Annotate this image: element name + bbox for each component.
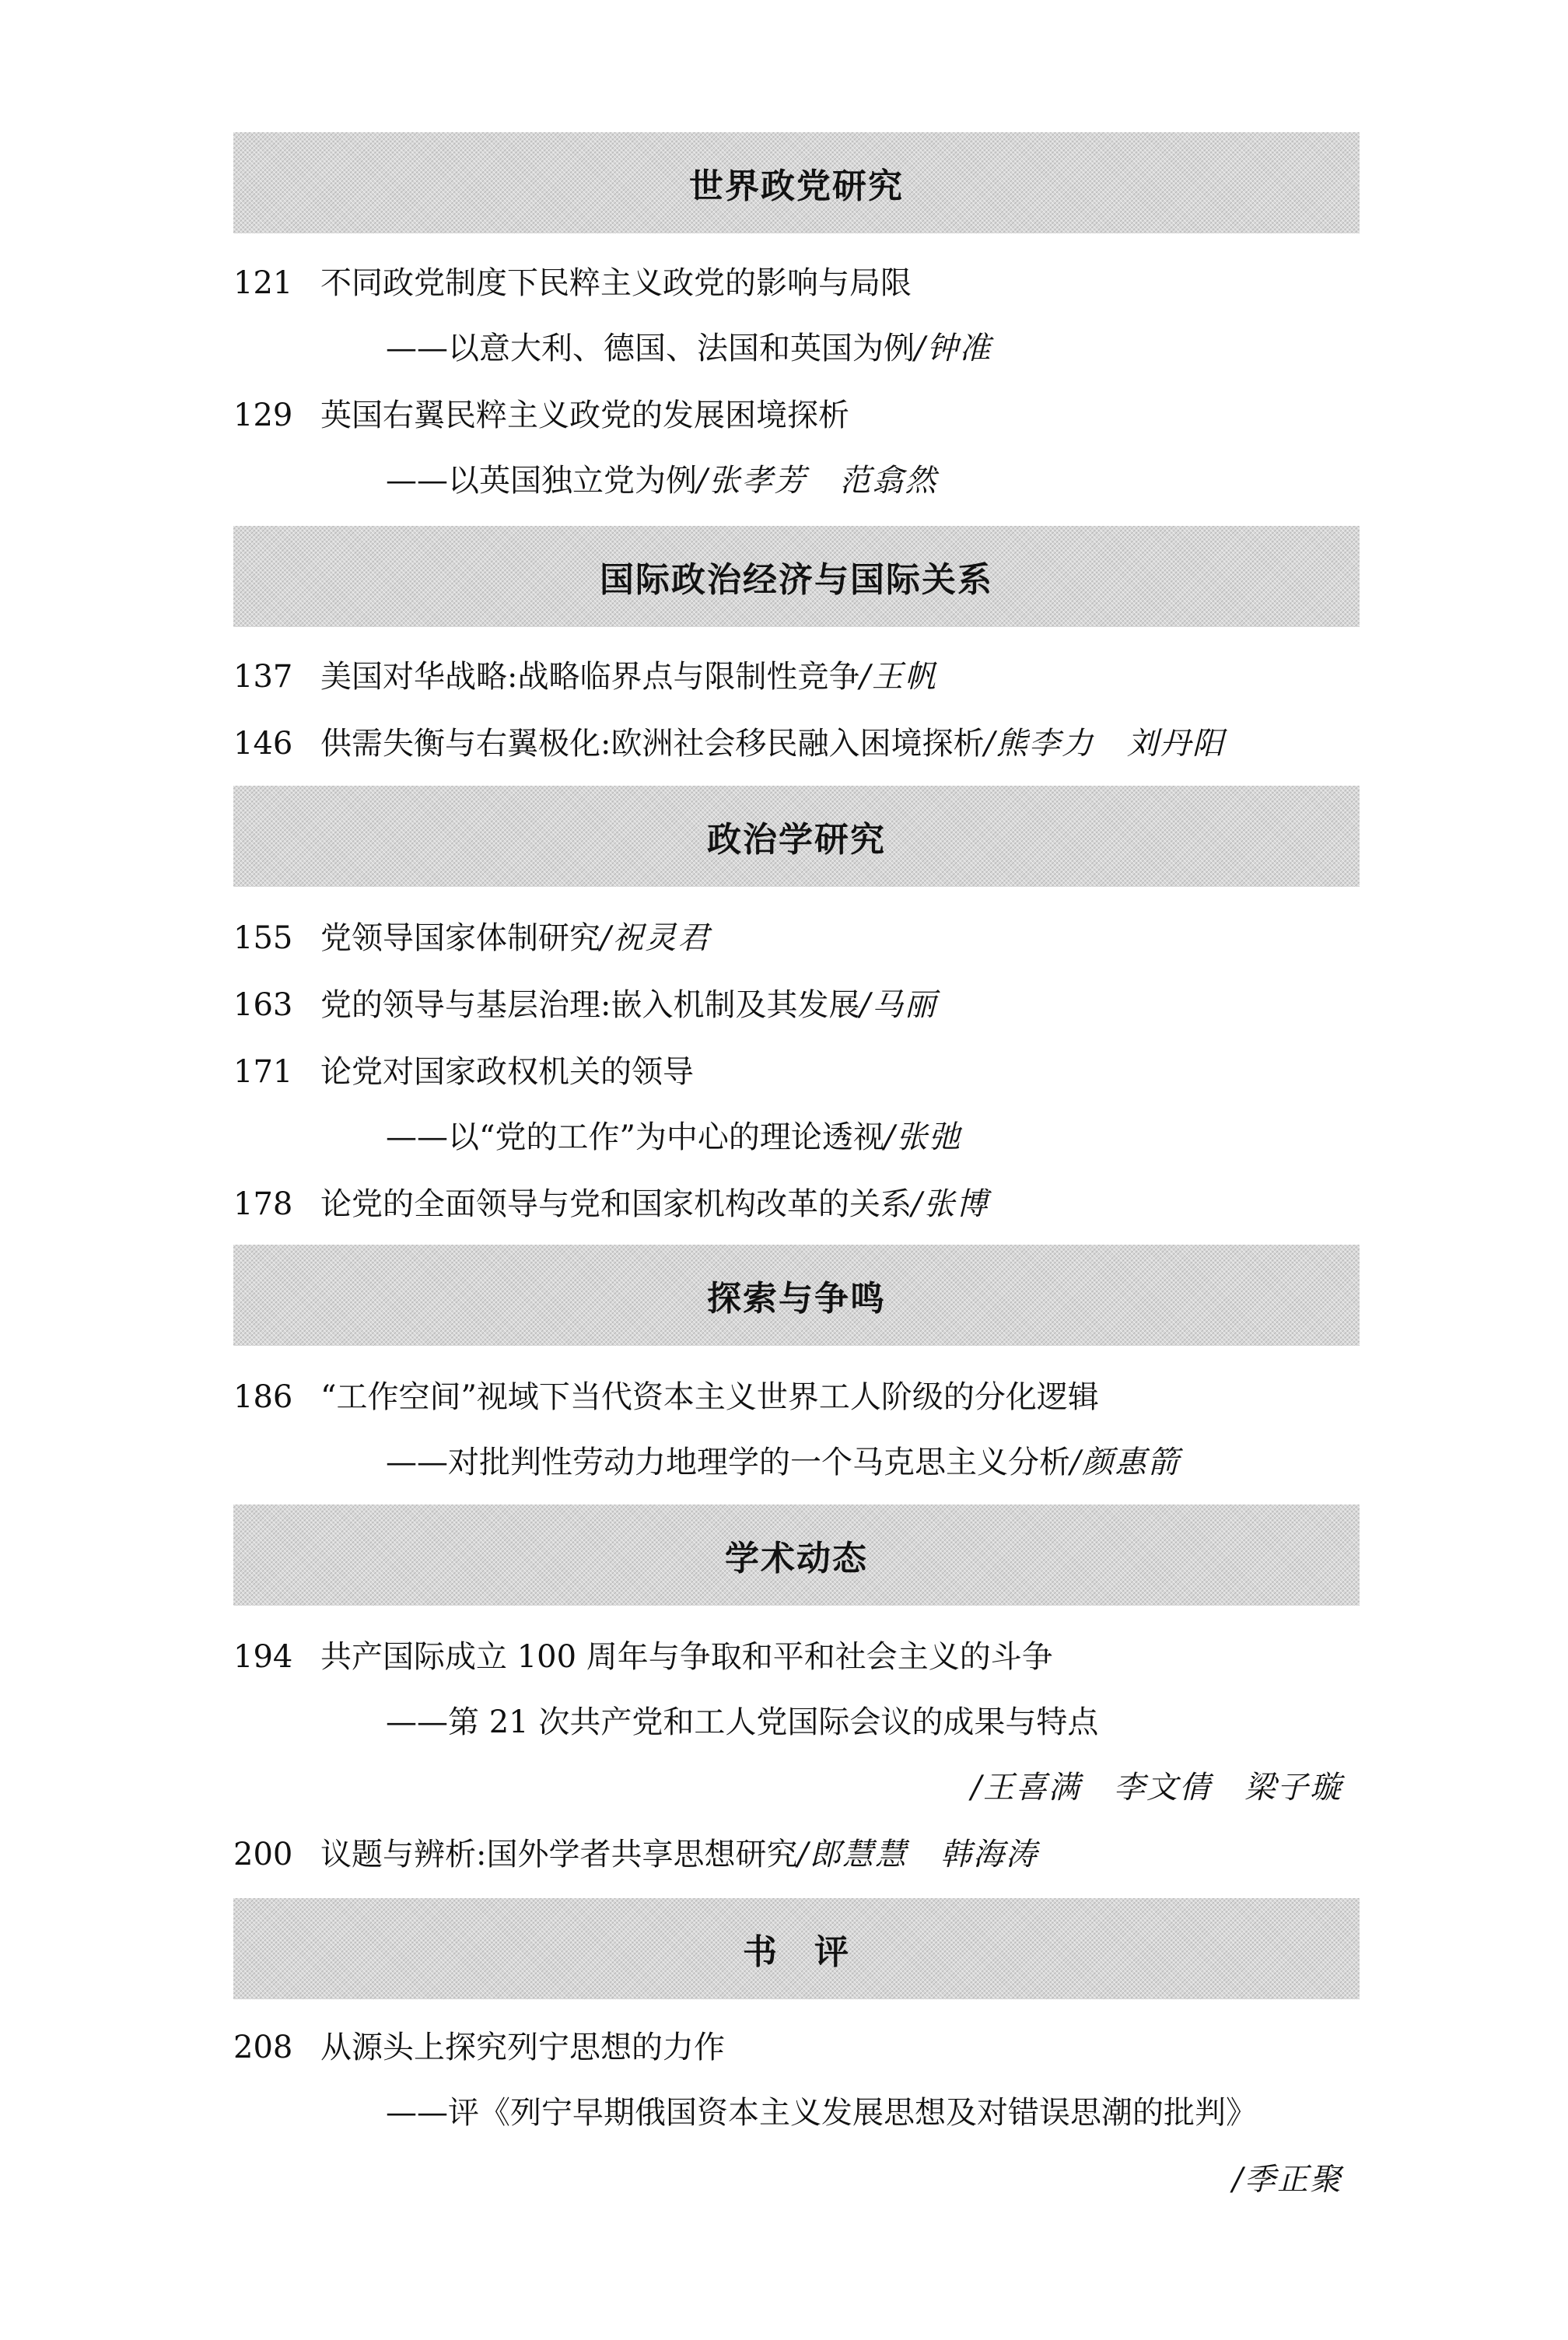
title-with-author bbox=[320, 1833, 1038, 1876]
article-author: /熊李力 刘丹阳 bbox=[984, 726, 1225, 762]
section-title: 世界政党研究 bbox=[689, 166, 904, 206]
section-title: 政治学研究 bbox=[707, 820, 886, 860]
subtitle-with-author bbox=[386, 459, 937, 503]
article-author: /张博 bbox=[912, 1186, 989, 1222]
article-title: 论党的全面领导与党和国家机构改革的关系 bbox=[320, 1186, 912, 1222]
article-title: 英国右翼民粹主义政党的发展困境探析 bbox=[320, 398, 849, 433]
page-number: 146 bbox=[233, 726, 293, 762]
subtitle-with-author bbox=[386, 1441, 1180, 1484]
page-number: 208 bbox=[233, 2030, 293, 2065]
article-author: /马丽 bbox=[859, 987, 937, 1023]
page-number: 178 bbox=[233, 1186, 293, 1222]
article-title: “工作空间”视域下当代资本主义世界工人阶级的分化逻辑 bbox=[320, 1379, 1099, 1415]
article-title: 党的领导与基层治理:嵌入机制及其发展 bbox=[320, 987, 860, 1023]
page-number: 186 bbox=[233, 1379, 293, 1415]
page-number: 200 bbox=[233, 1837, 293, 1872]
article-subtitle: ——以英国独立党为例 bbox=[386, 463, 697, 499]
section-header bbox=[233, 1898, 1360, 1999]
title-with-author bbox=[320, 722, 1225, 765]
article-author: /张孝芳 范翕然 bbox=[697, 463, 938, 499]
article-author: /郎慧慧 韩海涛 bbox=[797, 1837, 1038, 1872]
article-subtitle: ——第 21 次共产党和工人党国际会议的成果与特点 bbox=[386, 1704, 1099, 1740]
article-title: 议题与辨析:国外学者共享思想研究 bbox=[320, 1837, 798, 1872]
article-subtitle: ——评《列宁早期俄国资本主义发展思想及对错误思潮的批判》 bbox=[386, 2095, 1257, 2131]
title-with-author bbox=[320, 655, 937, 699]
article-author: /祝灵君 bbox=[600, 920, 711, 956]
page-number: 137 bbox=[233, 659, 293, 695]
article-title: 共产国际成立 100 周年与争取和平和社会主义的斗争 bbox=[320, 1639, 1053, 1675]
page-number: 155 bbox=[233, 920, 293, 956]
section-title: 探索与争鸣 bbox=[707, 1279, 886, 1319]
page-number: 129 bbox=[233, 398, 293, 433]
article-title: 从源头上探究列宁思想的力作 bbox=[320, 2030, 725, 2065]
article-subtitle: ——对批判性劳动力地理学的一个马克思主义分析 bbox=[386, 1445, 1070, 1480]
section-title: 书 评 bbox=[743, 1932, 850, 1972]
section-title: 国际政治经济与国际关系 bbox=[600, 560, 993, 600]
section-header bbox=[233, 786, 1360, 887]
article-title: 供需失衡与右翼极化:欧洲社会移民融入困境探析 bbox=[320, 726, 985, 762]
subtitle-with-author bbox=[386, 1116, 961, 1159]
section-header bbox=[233, 1505, 1360, 1606]
section-title: 学术动态 bbox=[725, 1539, 868, 1578]
page-number: 163 bbox=[233, 987, 293, 1023]
section-header bbox=[233, 132, 1360, 233]
section-header bbox=[233, 526, 1360, 627]
title-with-author bbox=[320, 983, 937, 1027]
page-number: 121 bbox=[233, 265, 293, 301]
section-header bbox=[233, 1245, 1360, 1346]
article-author: /王喜满 李文倩 梁子璇 bbox=[971, 1770, 1342, 1806]
page-number: 171 bbox=[233, 1054, 293, 1090]
article-author: /王帆 bbox=[859, 659, 937, 695]
article-title: 不同政党制度下民粹主义政党的影响与局限 bbox=[320, 265, 912, 301]
article-title: 论党对国家政权机关的领导 bbox=[320, 1054, 694, 1090]
article-author: /季正聚 bbox=[1232, 2162, 1342, 2198]
title-with-author bbox=[320, 916, 710, 960]
page-number: 194 bbox=[233, 1639, 293, 1675]
article-title: 党领导国家体制研究 bbox=[320, 920, 600, 956]
subtitle-with-author bbox=[386, 327, 992, 370]
article-subtitle: ——以意大利、德国、法国和英国为例 bbox=[386, 331, 915, 366]
article-subtitle: ——以“党的工作”为中心的理论透视 bbox=[386, 1119, 884, 1155]
article-author: /钟准 bbox=[915, 331, 992, 366]
title-with-author bbox=[320, 1182, 989, 1226]
article-author: /张弛 bbox=[884, 1119, 962, 1155]
article-title: 美国对华战略:战略临界点与限制性竞争 bbox=[320, 659, 860, 695]
article-author: /颜惠箭 bbox=[1070, 1445, 1181, 1480]
